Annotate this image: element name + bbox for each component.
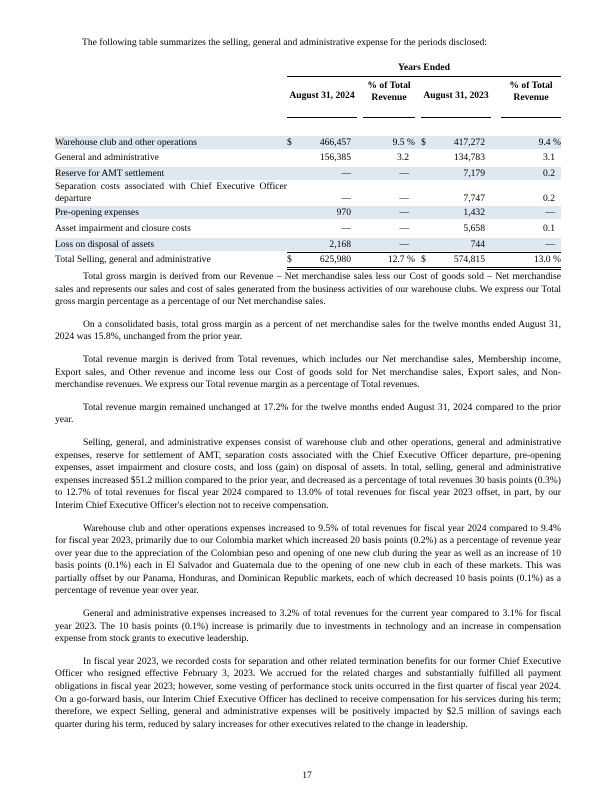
body-text: [55, 271, 561, 741]
header-rule-4: [501, 117, 561, 118]
page-number: 17: [302, 770, 312, 781]
paragraph-revenue-margin-result: Total revenue margin remained unchanged at 17.2% for the twelve months ended August 31, 2024 compared to the prior year.: [55, 401, 561, 426]
pct-2024: 9.5 %: [392, 137, 415, 148]
pct-2023: —: [545, 239, 555, 250]
value-2024: 466,457: [319, 137, 351, 148]
pct-2023: —: [545, 207, 555, 218]
header-rule-2: [363, 117, 415, 118]
value-2024: 2,168: [329, 239, 351, 250]
total-rule-top: [287, 252, 561, 253]
pct-2023: 0.2: [543, 168, 555, 179]
pct-2024: —: [399, 193, 409, 204]
row-label: Pre-opening expenses: [55, 207, 139, 218]
currency-symbol: $: [287, 254, 292, 265]
pct-2024: —: [399, 207, 409, 218]
row-label: Asset impairment and closure costs: [55, 223, 191, 234]
sga-table: [55, 60, 561, 264]
pct-2024: —: [399, 223, 409, 234]
pct-2023: 0.2: [543, 193, 555, 204]
col-header-aug-2023: August 31, 2023: [423, 90, 489, 101]
value-2023: 7,179: [463, 168, 485, 179]
pct-2024: —: [399, 239, 409, 250]
paragraph-revenue-margin-definition: Total revenue margin is derived from Total revenues, which includes our Net merchandise sales, Membership income, Export sales, and Other revenue and income less our Cost of goods sold for Net merchandise sales, Export sales, and Non-merchandise revenues. We express our Total revenue margin as a percentage of Total revenues.: [55, 353, 561, 391]
value-2023: 5,658: [463, 223, 485, 234]
row-label: Reserve for AMT settlement: [55, 168, 165, 179]
pct-2023: 3.1: [543, 152, 555, 163]
pct-2023: 9.4 %: [538, 137, 561, 148]
total-double-rule: [287, 267, 561, 270]
paragraph-gross-margin-result: On a consolidated basis, total gross margin as a percent of net merchandise sales for the twelve months ended August 31, 2024 was 15.8%, unchanged from the prior year.: [55, 318, 561, 343]
row-label: Warehouse club and other operations: [55, 137, 198, 148]
currency-symbol: $: [421, 254, 426, 265]
row-label: General and administrative: [55, 152, 159, 163]
value-2023: 574,815: [453, 254, 485, 265]
value-2024: —: [341, 193, 351, 204]
col-header-pct-2024: % of Total Revenue: [367, 80, 411, 103]
value-2024: —: [341, 168, 351, 179]
value-2024: 970: [336, 207, 351, 218]
header-rule-3: [421, 117, 491, 118]
value-2024: 156,385: [319, 152, 351, 163]
col-header-aug-2024: August 31, 2024: [289, 90, 355, 101]
pct-2023: 0.1: [543, 223, 555, 234]
value-2023: 134,783: [453, 152, 485, 163]
header-rule-1: [287, 117, 357, 118]
row-label: Total Selling, general and administrative: [55, 254, 211, 265]
value-2023: 1,432: [463, 207, 485, 218]
paragraph-gross-margin-definition: Total gross margin is derived from our Revenue – Net merchandise sales less our Cost of goods sold – Net merchandise sales and represents our sales and cost of sales generated from the business activities of our warehouse clubs. We express our Total gross margin percentage as a percentage of our Net merchandise sales.: [55, 271, 561, 308]
years-ended-header: Years Ended: [398, 62, 450, 73]
col-header-pct-2023: % of Total Revenue: [509, 80, 553, 103]
currency-symbol: $: [421, 137, 426, 148]
row-label: Loss on disposal of assets: [55, 239, 155, 250]
value-2023: 7,747: [463, 193, 485, 204]
pct-2024: —: [399, 168, 409, 179]
currency-symbol: $: [287, 137, 292, 148]
value-2023: 417,272: [453, 137, 485, 148]
years-ended-rule: [287, 76, 561, 77]
table-intro: The following table summarizes the selling, general and administrative expense for the periods disclosed:: [82, 37, 487, 48]
paragraph-sga-overview: Selling, general, and administrative expenses consist of warehouse club and other operations, general and administrative expenses, reserve for settlement of AMT, separation costs associated with the Chief Executive Officer departure, pre-opening expenses, asset impairment and closure costs, and loss (gain) on disposal of assets. In total, selling, general and administrative expenses increased $51.2 million compared to the prior year, and decreased as a percentage of total revenues 30 basis points (0.3%) to 12.7% of total revenues for fiscal year 2024 compared to 13.0% of total revenues for fiscal year 2023 offset, in part, by our Interim Chief Executive Officer's election not to receive compensation.: [55, 436, 561, 511]
value-2023: 744: [470, 239, 485, 250]
paragraph-separation-costs: In fiscal year 2023, we recorded costs for separation and other related termination benefits for our former Chief Executive Officer who resigned effective February 3, 2023. We accrued for the related charges and substantially fulfilled all payment obligations in fiscal year 2023; however, some vesting of performance stock units occurred in the first quarter of fiscal year 2024. On a go-forward basis, our Interim Chief Executive Officer has declined to receive compensation for his services during his term; therefore, we expect Selling, general and administrative expenses will be positively impacted by $2.5 million of savings each quarter during his term, reduced by salary increases for other executives related to the change in leadership.: [55, 655, 561, 730]
paragraph-general-admin: General and administrative expenses increased to 3.2% of total revenues for the current year compared to 3.1% for fiscal year 2023. The 10 basis points (0.1%) increase is primarily due to investments in technology and an increase in compensation expense from stock grants to executive leadership.: [55, 608, 561, 645]
paragraph-warehouse-operations: Warehouse club and other operations expenses increased to 9.5% of total revenues for fiscal year 2024 compared to 9.4% for fiscal year 2023, primarily due to our Colombia market which increased 20 basis points (0.2%) as a percentage of revenue year over year due to the appreciation of the Colombian peso and opening of one new club during the year as well as an increase of 10 basis points (0.1%) each in El Salvador and Guatemala due to the opening of one new club in each of these markets. This was partially offset by our Panama, Honduras, and Dominican Republic markets, each of which decreased 10 basis points (0.1%) as a percentage of revenue year over year.: [55, 522, 561, 597]
value-2024: —: [341, 223, 351, 234]
value-2024: 625,980: [319, 254, 351, 265]
pct-2024: 12.7 %: [387, 254, 415, 265]
row-label: Separation costs associated with Chief Executive Officer departure: [55, 181, 287, 204]
pct-2023: 13.0 %: [533, 254, 561, 265]
pct-2024: 3.2: [397, 152, 409, 163]
